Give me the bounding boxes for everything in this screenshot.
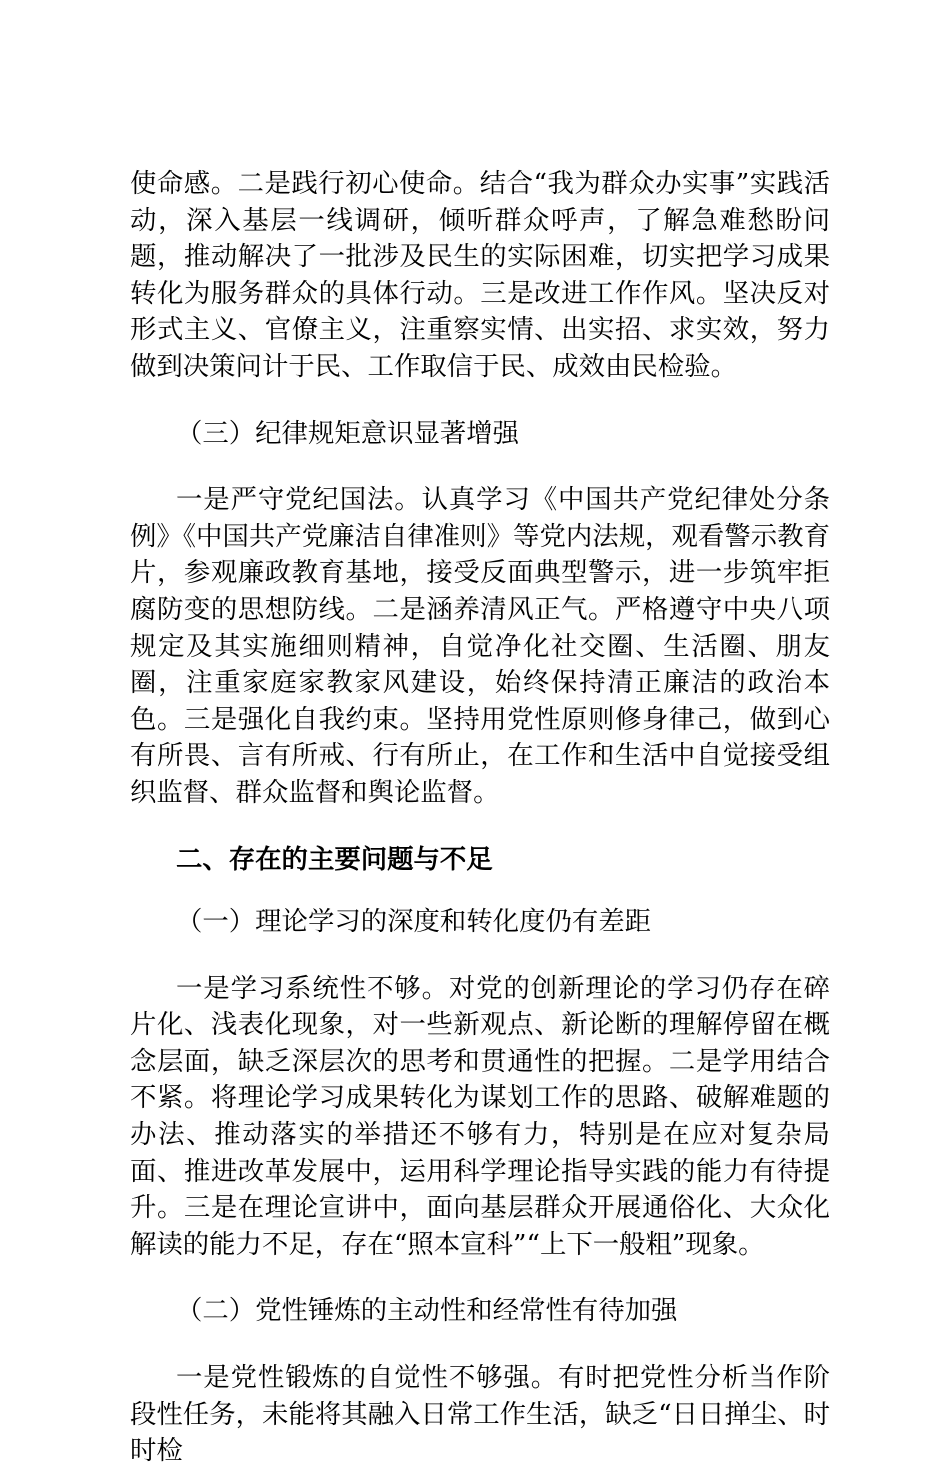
subheading-discipline: （三）纪律规矩意识显著增强 — [176, 417, 520, 449]
spacer — [130, 878, 830, 904]
document-page — [130, 166, 830, 1470]
spacer — [130, 452, 830, 482]
subheading-theory-study: （一）理论学习的深度和转化度仍有差距 — [176, 906, 652, 938]
subheading-party-spirit: （二）党性锤炼的主动性和经常性有待加强 — [176, 1295, 678, 1327]
paragraph-discipline: 一是严守党纪国法。认真学习《中国共产党纪律处分条例》《中国共产党廉洁自律准则》等党内法规，观看警示教育片，参观廉政教育基地，接受反面典型警示，进一步筑牢拒腐防变的思想防线。二是涵养清风正气。严格遵守中央八项规定及其实施细则精神，自觉净化社交圈、生活圈、朋友圈，注重家庭家教家风建设，始终保持清正廉洁的政治本色。三是强化自我约束。坚持用党性原则修身律己，做到心有所畏、言有所戒、行有所止，在工作和生活中自觉接受组织监督、群众监督和舆论监督。 — [130, 484, 830, 808]
spacer — [130, 386, 830, 416]
paragraph-party-spirit: 一是党性锻炼的自觉性不够强。有时把党性分析当作阶段性任务，未能将其融入日常工作生活，缺乏“日日掸尘、时时检 — [130, 1362, 830, 1467]
paragraph-mission: 使命感。二是践行初心使命。结合“我为群众办实事”实践活动，深入基层一线调研，倾听群众呼声，了解急难愁盼问题，推动解决了一批涉及民生的实际困难，切实把学习成果转化为服务群众的具体行动。三是改进工作作风。坚决反对形式主义、官僚主义，注重察实情、出实招、求实效，努力做到决策问计于民、工作取信于民、成效由民检验。 — [130, 168, 830, 382]
spacer — [130, 1263, 830, 1293]
spacer — [130, 1330, 830, 1360]
spacer — [130, 941, 830, 971]
paragraph-theory-study: 一是学习系统性不够。对党的创新理论的学习仍存在碎片化、浅表化现象，对一些新观点、新论断的理解停留在概念层面，缺乏深层次的思考和贯通性的把握。二是学用结合不紧。将理论学习成果转化为谋划工作的思路、破解难题的办法、推动落实的举措还不够有力，特别是在应对复杂局面、推进改革发展中，运用科学理论指导实践的能力有待提升。三是在理论宣讲中，面向基层群众开展通俗化、大众化解读的能力不足，存在“照本宣科”“上下一般粗”现象。 — [130, 972, 830, 1260]
section-title-problems: 二、存在的主要问题与不足 — [176, 843, 493, 875]
spacer — [130, 812, 830, 842]
